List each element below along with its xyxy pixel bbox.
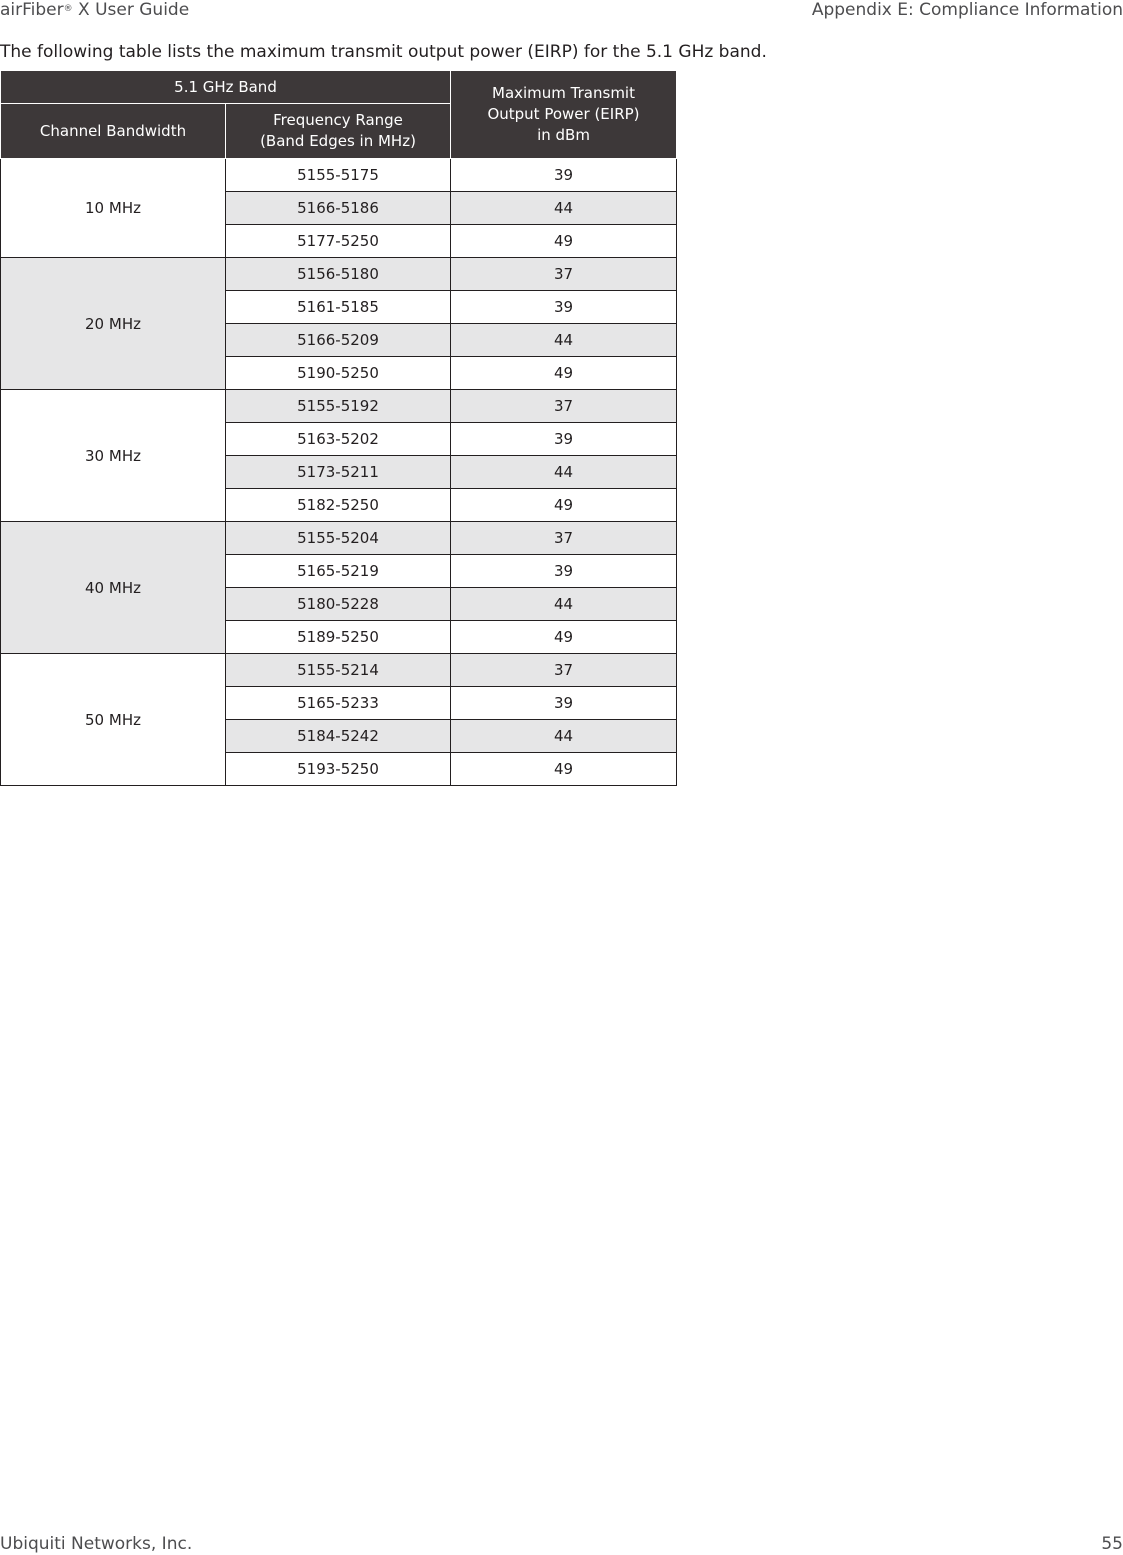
running-header-section: Appendix E: Compliance Information — [811, 0, 1123, 20]
frequency-header-line1: Frequency Range — [273, 111, 403, 129]
power-cell: 39 — [451, 555, 677, 588]
power-cell: 39 — [451, 291, 677, 324]
power-cell: 39 — [451, 159, 677, 192]
power-cell: 37 — [451, 522, 677, 555]
frequency-header — [226, 104, 451, 159]
power-cell: 37 — [451, 258, 677, 291]
frequency-cell: 5155-5204 — [226, 522, 451, 555]
table-row — [1, 258, 677, 291]
band-header: 5.1 GHz Band — [1, 71, 451, 104]
frequency-cell: 5177-5250 — [226, 225, 451, 258]
registered-mark: ® — [63, 4, 73, 14]
power-cell: 49 — [451, 489, 677, 522]
frequency-header-line2: (Band Edges in MHz) — [260, 132, 416, 150]
frequency-cell: 5180-5228 — [226, 588, 451, 621]
frequency-cell: 5161-5185 — [226, 291, 451, 324]
bandwidth-cell: 30 MHz — [1, 390, 226, 522]
table-row — [1, 159, 677, 192]
power-header-line1: Maximum Transmit — [492, 84, 635, 102]
frequency-cell: 5165-5219 — [226, 555, 451, 588]
power-cell: 39 — [451, 423, 677, 456]
frequency-cell: 5156-5180 — [226, 258, 451, 291]
frequency-cell: 5155-5214 — [226, 654, 451, 687]
product-name: airFiber — [0, 0, 64, 20]
bandwidth-cell: 50 MHz — [1, 654, 226, 786]
power-cell: 44 — [451, 588, 677, 621]
eirp-table — [0, 70, 677, 786]
power-cell: 49 — [451, 621, 677, 654]
frequency-cell: 5166-5186 — [226, 192, 451, 225]
bandwidth-cell: 40 MHz — [1, 522, 226, 654]
frequency-cell: 5163-5202 — [226, 423, 451, 456]
frequency-cell: 5182-5250 — [226, 489, 451, 522]
bandwidth-cell: 10 MHz — [1, 159, 226, 258]
page-number: 55 — [1101, 1534, 1123, 1554]
frequency-cell: 5173-5211 — [226, 456, 451, 489]
frequency-cell: 5190-5250 — [226, 357, 451, 390]
power-cell: 44 — [451, 192, 677, 225]
power-cell: 49 — [451, 225, 677, 258]
intro-paragraph: The following table lists the maximum transmit output power (EIRP) for the 5.1 GHz band. — [0, 42, 767, 62]
frequency-cell: 5189-5250 — [226, 621, 451, 654]
power-cell: 44 — [451, 324, 677, 357]
power-cell: 44 — [451, 456, 677, 489]
frequency-cell: 5193-5250 — [226, 753, 451, 786]
power-header — [451, 71, 677, 159]
frequency-cell: 5155-5175 — [226, 159, 451, 192]
footer-company: Ubiquiti Networks, Inc. — [0, 1534, 193, 1554]
frequency-cell: 5155-5192 — [226, 390, 451, 423]
table-row — [1, 390, 677, 423]
power-cell: 49 — [451, 357, 677, 390]
power-cell: 44 — [451, 720, 677, 753]
frequency-cell: 5166-5209 — [226, 324, 451, 357]
running-header-title — [0, 0, 189, 20]
table-row — [1, 522, 677, 555]
bandwidth-cell: 20 MHz — [1, 258, 226, 390]
power-cell: 49 — [451, 753, 677, 786]
power-cell: 39 — [451, 687, 677, 720]
power-cell: 37 — [451, 654, 677, 687]
bandwidth-header: Channel Bandwidth — [1, 104, 226, 159]
guide-name: X User Guide — [72, 0, 190, 20]
frequency-cell: 5165-5233 — [226, 687, 451, 720]
table-row — [1, 654, 677, 687]
power-cell: 37 — [451, 390, 677, 423]
power-header-line2: Output Power (EIRP) — [487, 105, 640, 123]
power-header-line3: in dBm — [537, 126, 590, 144]
frequency-cell: 5184-5242 — [226, 720, 451, 753]
